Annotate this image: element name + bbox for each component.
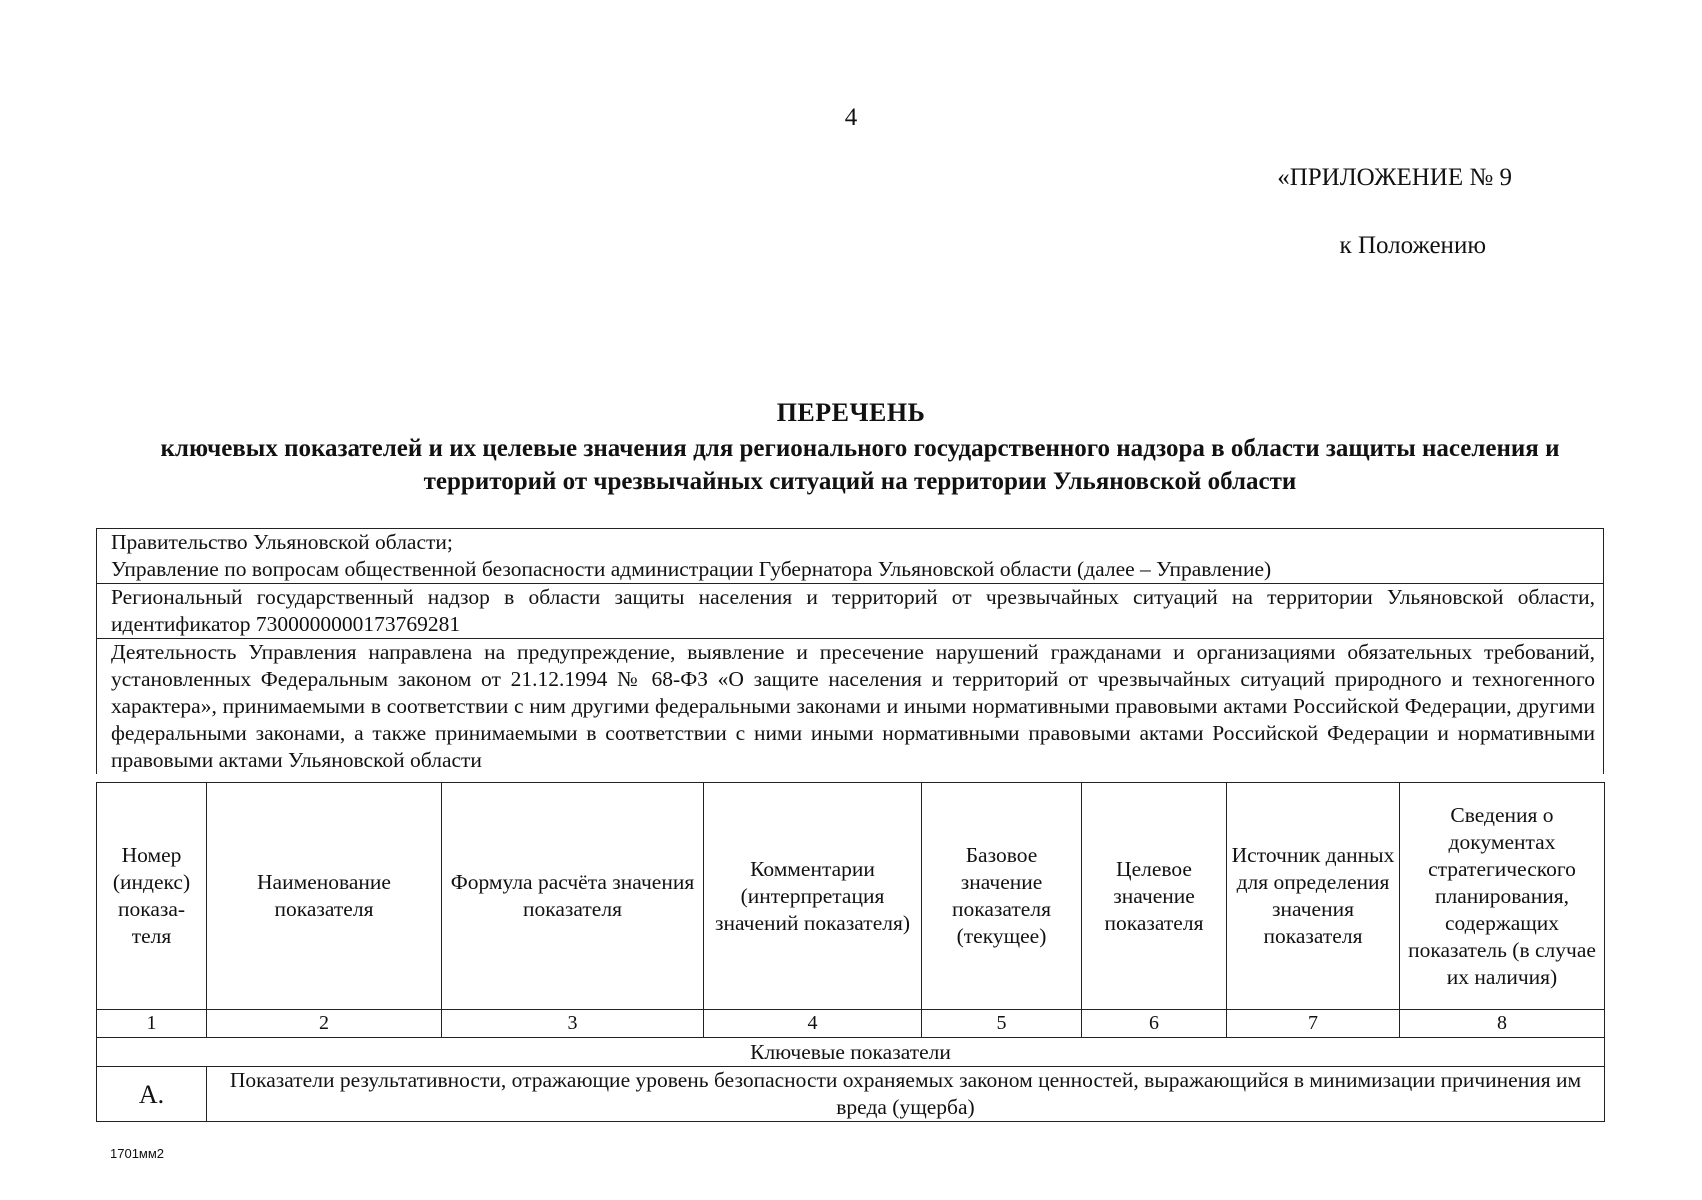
authority-line-2: Управление по вопросам общественной безопасности администрации Губернатора Ульяновской области (далее – Управление)	[111, 557, 1272, 581]
header-name: Наименование показателя	[207, 783, 442, 1010]
column-number: 3	[442, 1010, 704, 1038]
authority-line-1: Правительство Ульяновской области;	[111, 530, 453, 554]
header-strategic-docs: Сведения о документах стратегического планирования, содержащих показатель (в случае их наличия)	[1400, 783, 1605, 1010]
header-comments: Комментарии (интерпретация значений показателя)	[704, 783, 922, 1010]
column-number: 6	[1082, 1010, 1227, 1038]
document-code: 1701мм2	[110, 1146, 165, 1161]
info-block	[96, 528, 1604, 774]
column-number: 2	[207, 1010, 442, 1038]
column-number: 4	[704, 1010, 922, 1038]
column-number: 1	[97, 1010, 207, 1038]
group-row	[97, 1067, 1605, 1122]
section-title: Ключевые показатели	[97, 1038, 1605, 1067]
header-data-source: Источник данных для определения значения показателя	[1227, 783, 1400, 1010]
authority-row	[97, 529, 1603, 584]
document-title: ПЕРЕЧЕНЬ	[776, 398, 926, 427]
page-number: 4	[844, 104, 858, 131]
indicators-table	[96, 782, 1605, 1122]
header-formula: Формула расчёта значения показателя	[442, 783, 704, 1010]
section-row	[97, 1038, 1605, 1067]
column-number: 8	[1400, 1010, 1605, 1038]
appendix-subtitle: к Положению	[1339, 232, 1486, 259]
appendix-title: «ПРИЛОЖЕНИЕ № 9	[1277, 164, 1512, 191]
column-numbers-row	[97, 1010, 1605, 1038]
group-title: Показатели результативности, отражающие уровень безопасности охраняемых законом ценностей, выражающийся в минимизации причинения им вреда (ущерба)	[207, 1067, 1605, 1122]
header-index: Номер (индекс) показа-теля	[97, 783, 207, 1010]
column-number: 7	[1227, 1010, 1400, 1038]
document-subtitle: ключевых показателей и их целевые значения для регионального государственного надзора в области защиты населения и территорий от чрезвычайных ситуаций на территории Ульяновской области	[160, 435, 1560, 495]
header-base-value: Базовое значение показателя (текущее)	[922, 783, 1082, 1010]
header-target-value: Целевое значение показателя	[1082, 783, 1227, 1010]
activity-row: Деятельность Управления направлена на предупреждение, выявление и пресечение нарушений гражданами и организациями обязательных требований, установленных Федеральным законом от 21.12.1994 № 68-ФЗ «О защите населения и территорий от чрезвычайных ситуаций природного и техногенного характера», принимаемыми в соответствии с ним другими федеральными законами и иными нормативными правовыми актами Российской Федерации, другими федеральными законами, а также принимаемыми в соответствии с ними иными нормативными правовыми актами Российской Федерации и нормативными правовыми актами Ульяновской области	[111, 640, 1595, 772]
group-code: А.	[97, 1067, 207, 1122]
column-number: 5	[922, 1010, 1082, 1038]
control-type-row: Региональный государственный надзор в области защиты населения и территорий от чрезвычайных ситуаций на территории Ульяновской области, идентификатор 7300000000173769281	[97, 584, 1603, 639]
table-header-row	[97, 783, 1605, 1010]
